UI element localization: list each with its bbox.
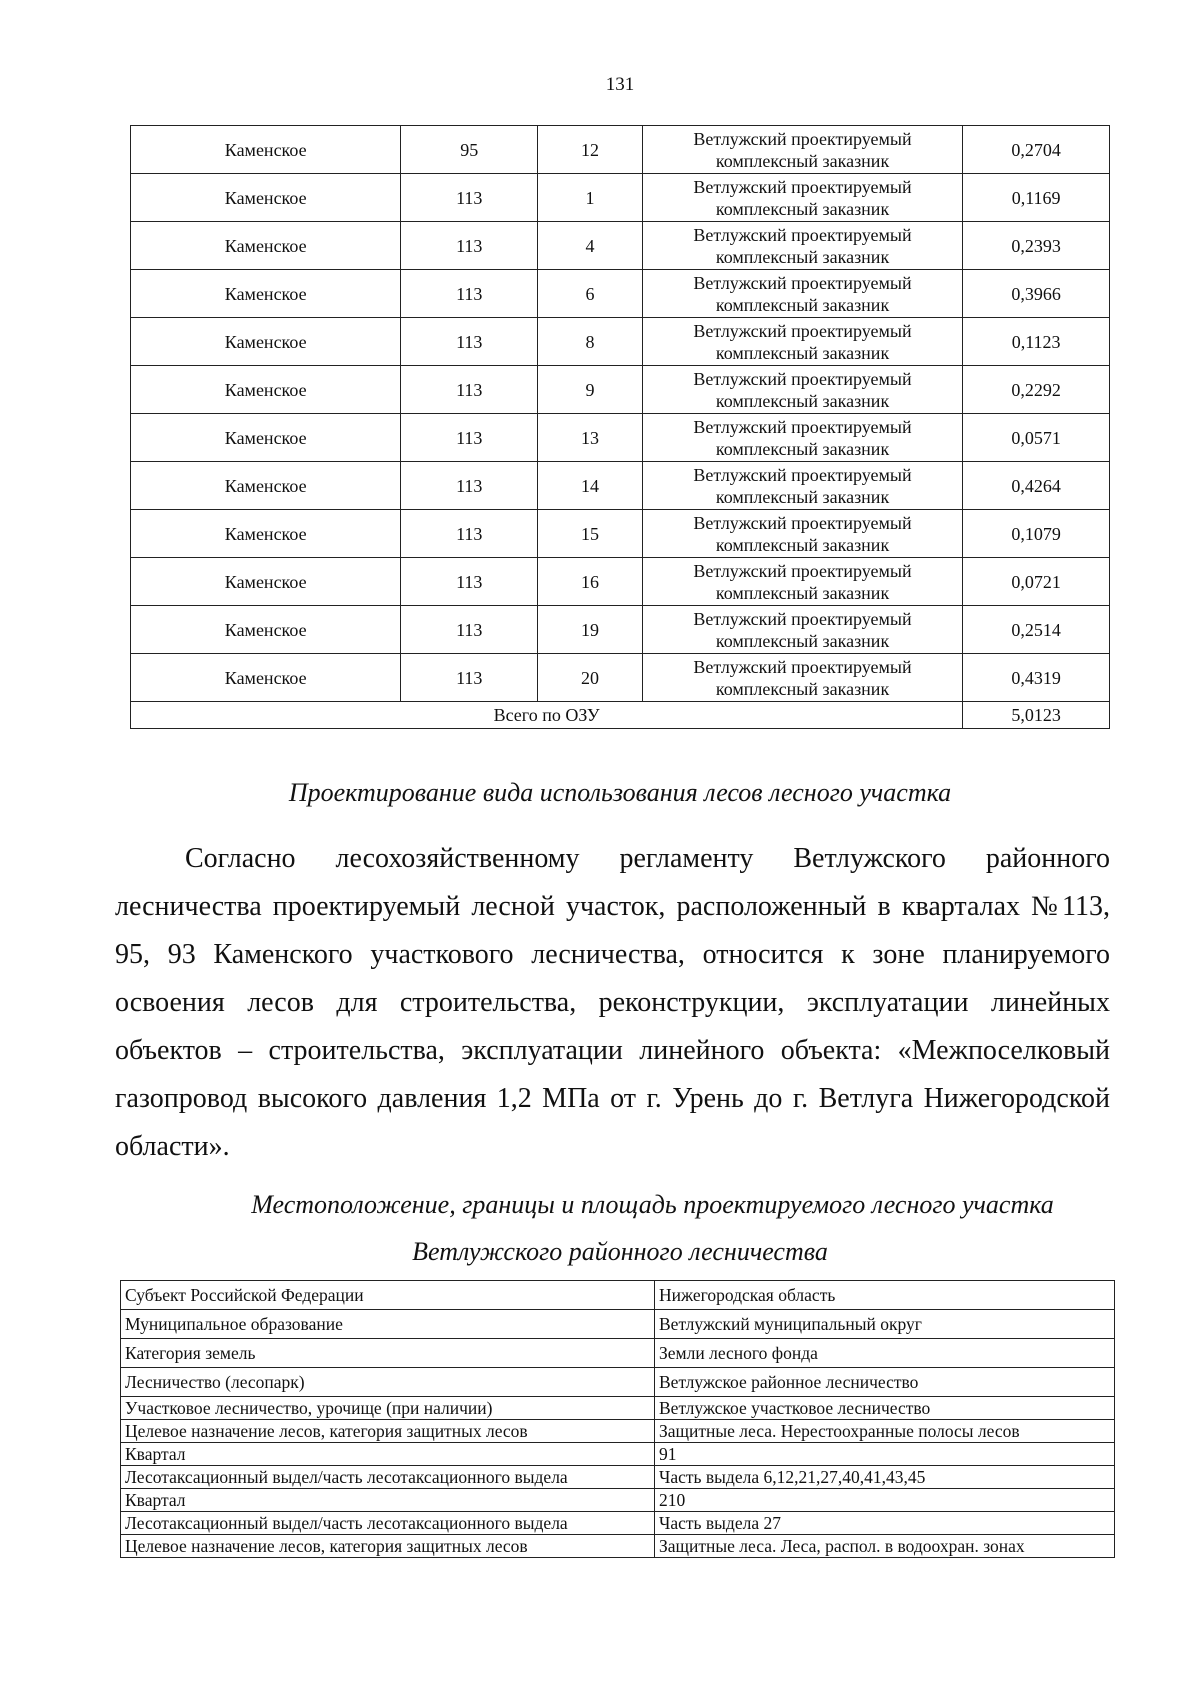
- section-heading-forest-use: Проектирование вида использования лесов лесного участка: [288, 778, 952, 807]
- forestry-cell: Каменское: [131, 366, 401, 414]
- section-cell: 1: [538, 174, 643, 222]
- zone-line: Ветлужский проектируемый: [693, 512, 912, 533]
- property-value: Защитные леса. Леса, распол. в водоохран. зонах: [655, 1535, 1115, 1558]
- section-cell: 16: [538, 558, 643, 606]
- zone-line: комплексный заказник: [715, 582, 890, 603]
- section-cell: 19: [538, 606, 643, 654]
- zone-line: комплексный заказник: [715, 438, 890, 459]
- section-cell: 15: [538, 510, 643, 558]
- zone-line: Ветлужский проектируемый: [693, 224, 912, 245]
- quarter-cell: 113: [401, 366, 538, 414]
- forestry-cell: Каменское: [131, 606, 401, 654]
- forestry-cell: Каменское: [131, 654, 401, 702]
- forestry-cell: Каменское: [131, 510, 401, 558]
- total-label: Всего по ОЗУ: [131, 702, 963, 729]
- property-key: Лесотаксационный выдел/часть лесотаксационного выдела: [121, 1466, 655, 1489]
- table-row: [121, 1281, 1115, 1310]
- area-cell: 0,1079: [963, 510, 1110, 558]
- quarter-cell: 113: [401, 606, 538, 654]
- property-key: Лесотаксационный выдел/часть лесотаксационного выдела: [121, 1512, 655, 1535]
- zone-line: комплексный заказник: [715, 486, 890, 507]
- zone-cell: [642, 270, 962, 318]
- zone-cell: [642, 366, 962, 414]
- property-value: 91: [655, 1443, 1115, 1466]
- quarter-cell: 113: [401, 558, 538, 606]
- zone-line: комплексный заказник: [715, 198, 890, 219]
- forestry-cell: Каменское: [131, 222, 401, 270]
- quarter-cell: 113: [401, 318, 538, 366]
- body-paragraph: [115, 835, 1110, 1171]
- area-cell: 0,1123: [963, 318, 1110, 366]
- quarter-cell: 95: [401, 126, 538, 174]
- section-cell: 4: [538, 222, 643, 270]
- area-cell: 0,3966: [963, 270, 1110, 318]
- zone-cell: [642, 462, 962, 510]
- quarter-cell: 113: [401, 414, 538, 462]
- table-row: [121, 1535, 1115, 1558]
- table-row: [121, 1310, 1115, 1339]
- section-cell: 8: [538, 318, 643, 366]
- table-row: [131, 606, 1110, 654]
- area-cell: 0,0721: [963, 558, 1110, 606]
- quarter-cell: 113: [401, 222, 538, 270]
- quarter-cell: 113: [401, 510, 538, 558]
- table-row: [131, 366, 1110, 414]
- forestry-cell: Каменское: [131, 318, 401, 366]
- table-row: [121, 1420, 1115, 1443]
- zone-line: Ветлужский проектируемый: [693, 176, 912, 197]
- zone-cell: [642, 174, 962, 222]
- table-row: [131, 462, 1110, 510]
- zone-cell: [642, 222, 962, 270]
- zone-cell: [642, 606, 962, 654]
- property-value: Защитные леса. Нерестоохранные полосы лесов: [655, 1420, 1115, 1443]
- zone-line: комплексный заказник: [715, 342, 890, 363]
- area-cell: 0,2292: [963, 366, 1110, 414]
- zone-cell: [642, 126, 962, 174]
- paragraph-text: Согласно лесохозяйственному регламенту Ветлужского районного лесничества проектируемый лесной участок, расположенный в кварталах №113, 95, 93 Каменского участкового лесничества, относится к зоне планируемого освоения лесов для строительства, реконструкции, эксплуатации линейных объектов – строительства, эксплуатации линейного объекта: «Межпоселковый газопровод высокого давления 1,2 МПа от г. Урень до г. Ветлуга Нижегородской области».: [115, 843, 1110, 1162]
- table-row: [131, 414, 1110, 462]
- property-key: Муниципальное образование: [121, 1310, 655, 1339]
- section-heading-location: Местоположение, границы и площадь проектируемого лесного участка: [251, 1190, 1054, 1219]
- total-row: [131, 702, 1110, 729]
- quarter-cell: 113: [401, 654, 538, 702]
- table-row: [121, 1443, 1115, 1466]
- section-cell: 6: [538, 270, 643, 318]
- area-cell: 0,2704: [963, 126, 1110, 174]
- forestry-cell: Каменское: [131, 462, 401, 510]
- zone-cell: [642, 510, 962, 558]
- zone-line: комплексный заказник: [715, 534, 890, 555]
- property-value: Ветлужское районное лесничество: [655, 1368, 1115, 1397]
- zone-cell: [642, 654, 962, 702]
- property-key: Участковое лесничество, урочище (при наличии): [121, 1397, 655, 1420]
- table-row: [131, 174, 1110, 222]
- property-value: Ветлужское участковое лесничество: [655, 1397, 1115, 1420]
- table-row: [121, 1489, 1115, 1512]
- section-heading-location-line2: Ветлужского районного лесничества: [412, 1237, 828, 1266]
- zone-line: Ветлужский проектируемый: [693, 320, 912, 341]
- table-row: [121, 1339, 1115, 1368]
- property-key: Квартал: [121, 1443, 655, 1466]
- zone-cell: [642, 318, 962, 366]
- zone-line: Ветлужский проектируемый: [693, 128, 912, 149]
- zone-cell: [642, 558, 962, 606]
- table-row: [121, 1466, 1115, 1489]
- property-key: Квартал: [121, 1489, 655, 1512]
- section-cell: 13: [538, 414, 643, 462]
- area-cell: 0,0571: [963, 414, 1110, 462]
- area-cell: 0,4319: [963, 654, 1110, 702]
- page-number: 131: [605, 74, 635, 95]
- zone-cell: [642, 414, 962, 462]
- property-value: Ветлужский муниципальный округ: [655, 1310, 1115, 1339]
- table-row: [131, 318, 1110, 366]
- section-cell: 20: [538, 654, 643, 702]
- property-key: Целевое назначение лесов, категория защитных лесов: [121, 1420, 655, 1443]
- table-row: [131, 222, 1110, 270]
- zone-line: комплексный заказник: [715, 390, 890, 411]
- total-value: 5,0123: [963, 702, 1110, 729]
- property-value: Часть выдела 27: [655, 1512, 1115, 1535]
- zone-line: комплексный заказник: [715, 630, 890, 651]
- property-key: Категория земель: [121, 1339, 655, 1368]
- forestry-cell: Каменское: [131, 270, 401, 318]
- property-value: Земли лесного фонда: [655, 1339, 1115, 1368]
- zone-line: комплексный заказник: [715, 246, 890, 267]
- forestry-cell: Каменское: [131, 414, 401, 462]
- forestry-cell: Каменское: [131, 558, 401, 606]
- forestry-cell: Каменское: [131, 126, 401, 174]
- property-value: Нижегородская область: [655, 1281, 1115, 1310]
- table-row: [131, 654, 1110, 702]
- zone-line: Ветлужский проектируемый: [693, 464, 912, 485]
- table-row: [121, 1397, 1115, 1420]
- section-cell: 12: [538, 126, 643, 174]
- area-cell: 0,2514: [963, 606, 1110, 654]
- property-value: 210: [655, 1489, 1115, 1512]
- quarter-cell: 113: [401, 270, 538, 318]
- forestry-cell: Каменское: [131, 174, 401, 222]
- table-row: [121, 1368, 1115, 1397]
- quarter-cell: 113: [401, 174, 538, 222]
- table-row: [131, 558, 1110, 606]
- zone-line: Ветлужский проектируемый: [693, 656, 912, 677]
- zone-line: Ветлужский проектируемый: [693, 560, 912, 581]
- location-table: [120, 1280, 1115, 1558]
- zone-line: Ветлужский проектируемый: [693, 368, 912, 389]
- area-cell: 0,2393: [963, 222, 1110, 270]
- table-row: [131, 126, 1110, 174]
- zone-line: Ветлужский проектируемый: [693, 272, 912, 293]
- property-value: Часть выдела 6,12,21,27,40,41,43,45: [655, 1466, 1115, 1489]
- quarter-cell: 113: [401, 462, 538, 510]
- zone-line: комплексный заказник: [715, 150, 890, 171]
- area-cell: 0,1169: [963, 174, 1110, 222]
- forest-parcel-table: [130, 125, 1110, 729]
- section-cell: 9: [538, 366, 643, 414]
- zone-line: комплексный заказник: [715, 678, 890, 699]
- zone-line: Ветлужский проектируемый: [693, 608, 912, 629]
- area-cell: 0,4264: [963, 462, 1110, 510]
- section-cell: 14: [538, 462, 643, 510]
- property-key: Лесничество (лесопарк): [121, 1368, 655, 1397]
- property-key: Субъект Российской Федерации: [121, 1281, 655, 1310]
- property-key: Целевое назначение лесов, категория защитных лесов: [121, 1535, 655, 1558]
- zone-line: Ветлужский проектируемый: [693, 416, 912, 437]
- zone-line: комплексный заказник: [715, 294, 890, 315]
- table-row: [131, 270, 1110, 318]
- table-row: [131, 510, 1110, 558]
- table-row: [121, 1512, 1115, 1535]
